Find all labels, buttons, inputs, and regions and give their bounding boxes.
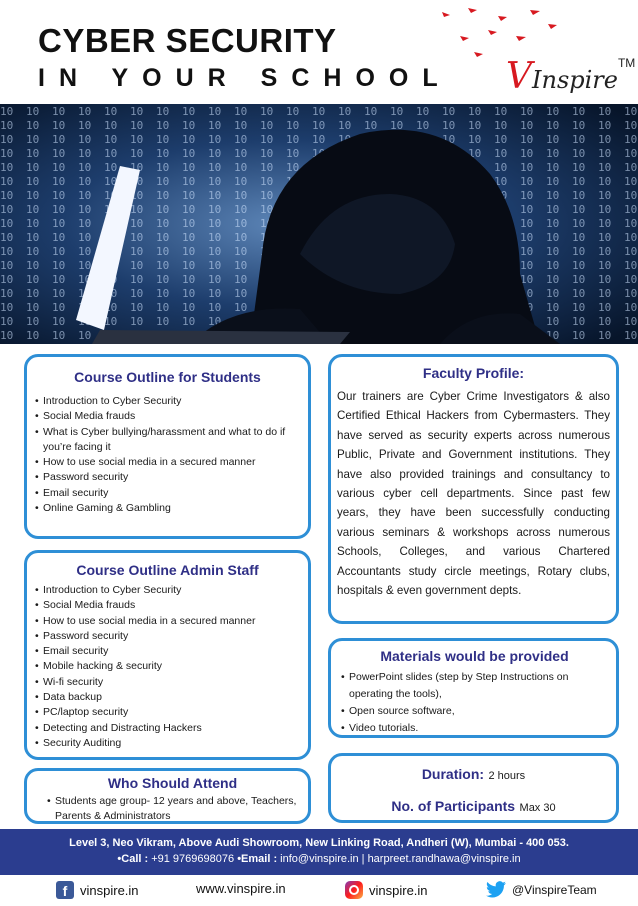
contact-footer	[0, 829, 638, 875]
materials-list	[339, 669, 610, 737]
faculty-profile-text: Our trainers are Cyber Crime Investigators & also Certified Ethical Hackers from Cybermasters. They have served as security experts across numerous Public, Private and Government institutions. They have also provided trainings and consultancy to various cyber cell departments. Since past few years, they have been successfully conducting various seminars & workshops across numerous Schools, Colleges, and various Chartered Accountants study circle meetings, Rotary clubs, hospitals & even government depts.	[337, 390, 610, 598]
list-item: • Wi-fi security	[33, 675, 302, 690]
students-outline-title: Course Outline for Students	[74, 369, 261, 385]
list-item: • PowerPoint slides (step by Step Instructions on operating the tools),	[339, 669, 610, 703]
hero-illustration	[0, 104, 638, 344]
who-should-attend-title: Who Should Attend	[107, 775, 238, 791]
admin-outline-title: Course Outline Admin Staff	[76, 562, 259, 578]
list-item: • Social Media frauds	[33, 409, 302, 424]
list-item: • Social Media frauds	[33, 598, 302, 613]
list-item: • Video tutorials.	[339, 720, 610, 737]
admin-outline-list	[33, 583, 302, 751]
list-item: • Detecting and Distracting Hackers	[33, 721, 302, 736]
admin-outline-box	[24, 550, 311, 760]
phone-number[interactable]: +91 9769698076	[151, 853, 235, 865]
list-item: • PC/laptop security	[33, 705, 302, 720]
website-url: www.vinspire.in	[196, 881, 286, 896]
participants-line	[337, 798, 610, 816]
contact-line	[0, 849, 638, 865]
participants-label: No. of Participants	[391, 798, 516, 814]
materials-title: Materials would be provided	[380, 648, 569, 664]
list-item: • Students age group- 12 years and above, Teachers, Parents & Administrators	[45, 794, 300, 824]
list-item: • Introduction to Cyber Security	[33, 394, 302, 409]
list-item: • Email security	[33, 486, 302, 501]
facebook-handle: vinspire.in	[80, 882, 139, 898]
page-title: CYBER SECURITY	[38, 22, 337, 59]
list-item: • How to use social media in a secured manner	[33, 455, 302, 470]
students-outline-box	[24, 354, 311, 539]
list-item: • Online Gaming & Gambling	[33, 501, 302, 516]
list-item: • Data backup	[33, 690, 302, 705]
duration-line	[337, 766, 610, 784]
duration-value: 2 hours	[488, 770, 526, 782]
list-item: • Email security	[33, 644, 302, 659]
faculty-profile-title: Faculty Profile:	[422, 365, 525, 381]
call-label: •Call :	[117, 853, 149, 865]
website-link[interactable]	[196, 881, 286, 896]
hacker-image	[0, 104, 638, 344]
email-addresses[interactable]: info@vinspire.in | harpreet.randhawa@vinspire.in	[280, 853, 521, 865]
faculty-profile-box	[328, 354, 619, 624]
twitter-link[interactable]	[486, 881, 597, 898]
header	[0, 0, 638, 104]
instagram-link[interactable]	[345, 881, 428, 899]
who-should-attend-box	[24, 768, 311, 824]
participants-value: Max 30	[519, 802, 556, 814]
list-item: • Password security	[33, 470, 302, 485]
who-should-attend-list	[45, 794, 300, 824]
materials-box	[328, 638, 619, 738]
facebook-link[interactable]	[56, 881, 139, 899]
list-item: • How to use social media in a secured manner	[33, 614, 302, 629]
instagram-icon	[345, 881, 363, 899]
list-item: • Open source software,	[339, 703, 610, 720]
twitter-icon	[486, 881, 506, 898]
social-bar	[0, 875, 638, 906]
email-label: •Email :	[237, 853, 278, 865]
list-item: • What is Cyber bullying/harassment and what to do if you’re facing it	[33, 425, 302, 456]
vinspire-logo: VInspire™	[506, 56, 636, 97]
facebook-icon: f	[56, 881, 74, 899]
list-item: • Password security	[33, 629, 302, 644]
page-subtitle: IN YOUR SCHOOL	[38, 64, 452, 92]
duration-box	[328, 753, 619, 823]
duration-label: Duration:	[421, 766, 485, 782]
address-text: Level 3, Neo Vikram, Above Audi Showroom, New Linking Road, Andheri (W), Mumbai - 400 053.	[69, 837, 569, 849]
list-item: • Security Auditing	[33, 736, 302, 751]
instagram-handle: vinspire.in	[369, 882, 428, 898]
students-outline-list	[33, 394, 302, 516]
list-item: • Introduction to Cyber Security	[33, 583, 302, 598]
list-item: • Mobile hacking & security	[33, 659, 302, 674]
twitter-handle: @VinspireTeam	[512, 882, 597, 897]
